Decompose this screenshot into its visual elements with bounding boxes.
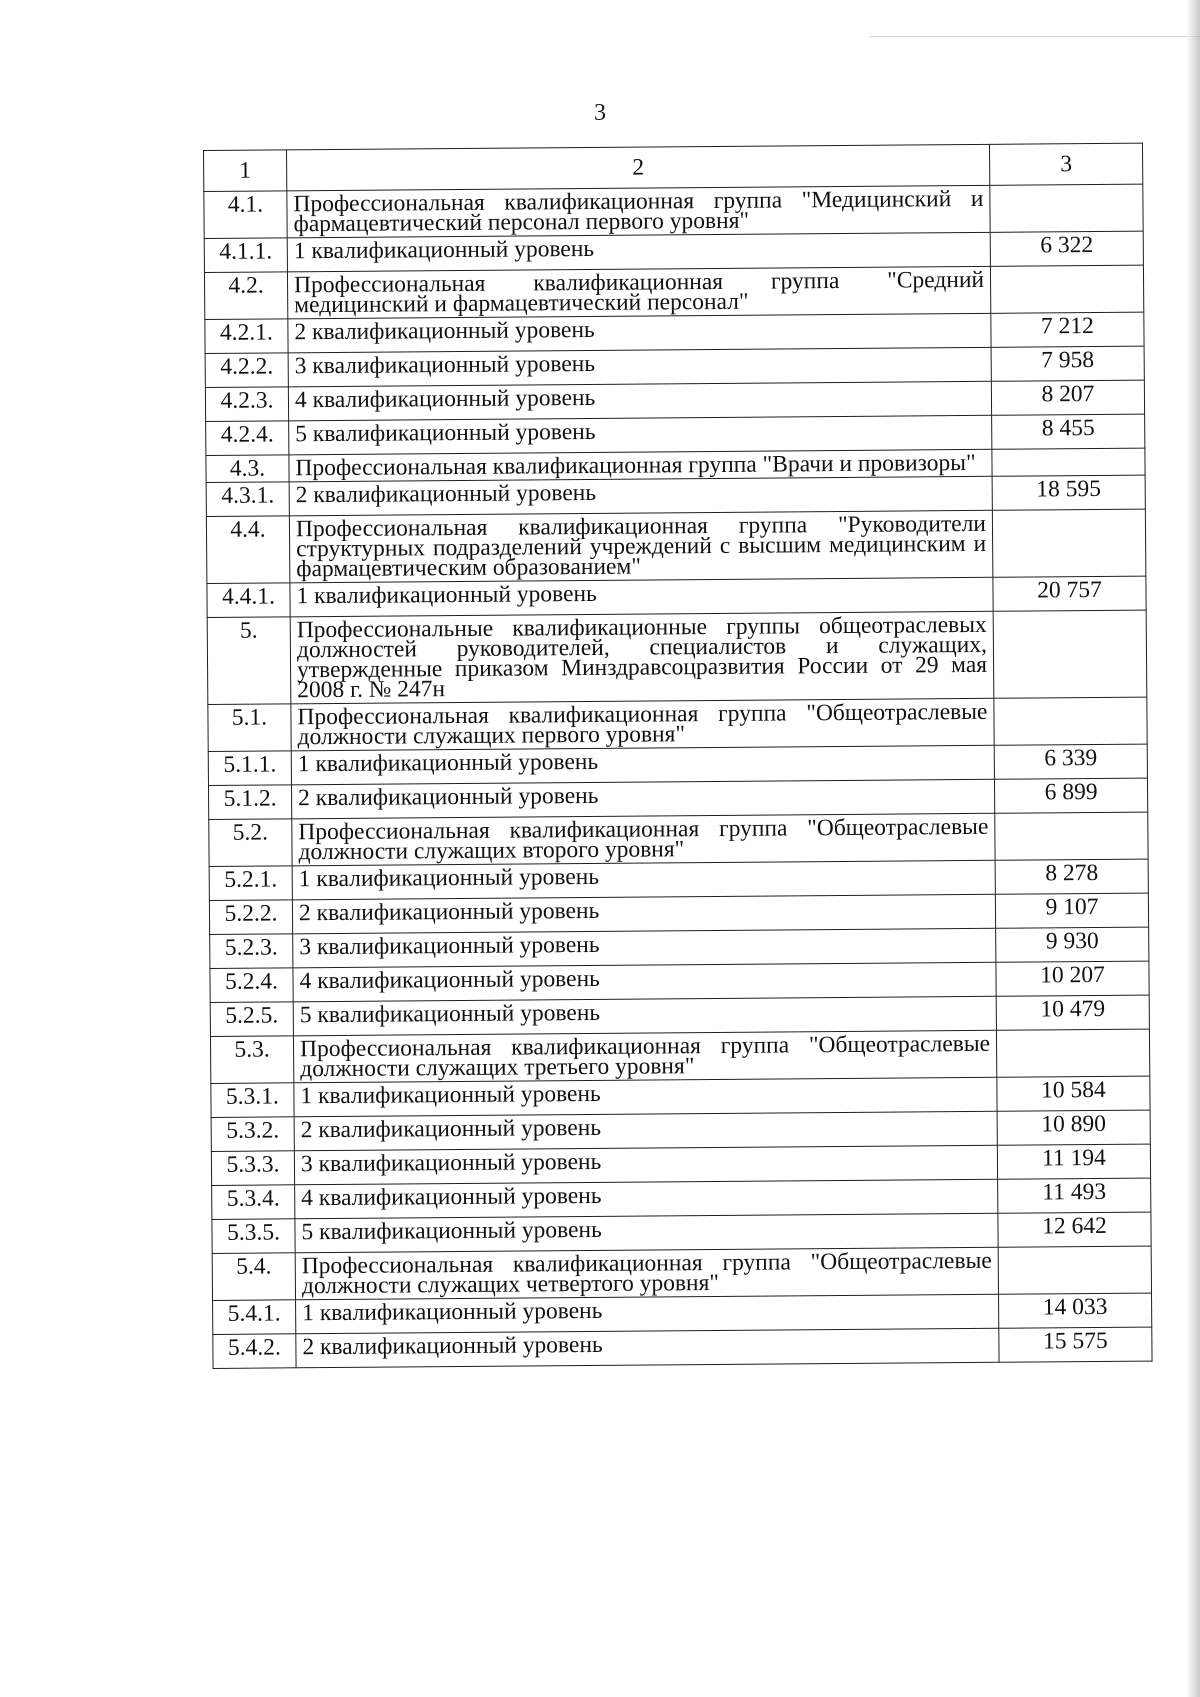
header-cell-name: 2	[287, 144, 990, 191]
row-value-cell: 6 899	[994, 778, 1147, 813]
row-number-cell: 5.3.4.	[212, 1185, 295, 1220]
row-name-cell: 1 квалификационный уровень	[290, 577, 993, 617]
table-group-row	[206, 509, 1145, 583]
row-number-cell: 5.4.1.	[213, 1300, 296, 1335]
table-group-row	[204, 184, 1143, 238]
row-name-cell: 1 квалификационный уровень	[287, 232, 990, 272]
row-name-cell: 2 квалификационный уровень	[296, 1328, 999, 1368]
page-number: 3	[594, 100, 606, 126]
row-name-cell: 5 квалификационный уровень	[293, 996, 996, 1036]
row-value-cell: 6 339	[994, 744, 1147, 779]
table-group-row	[204, 265, 1143, 319]
row-number-cell: 5.2.	[209, 819, 292, 867]
row-name-cell: Профессиональные квалификационные группы общеотраслевых должностей руководителей, специалистов и служащих, утвержденные приказом Минздравсоцразвития России от 29 мая 2008 г. № 247н	[290, 611, 994, 704]
row-number-cell: 5.3.5.	[212, 1219, 295, 1254]
row-value-cell	[990, 184, 1143, 232]
row-number-cell: 5.1.	[208, 704, 291, 752]
row-name-cell: Профессиональная квалификационная группа "Средний медицинский и фармацевтический персонал"	[287, 266, 990, 319]
table-group-row	[209, 812, 1148, 866]
row-name-cell: 5 квалификационный уровень	[289, 415, 992, 455]
table-body	[204, 143, 1153, 1368]
row-name-cell: 1 квалификационный уровень	[294, 1077, 997, 1117]
row-name-cell: 1 квалификационный уровень	[291, 745, 994, 785]
row-number-cell: 5.4.	[212, 1253, 295, 1301]
row-value-cell: 10 584	[997, 1076, 1150, 1111]
row-value-cell: 11 493	[998, 1178, 1151, 1213]
table-group-row	[210, 1029, 1149, 1083]
row-name-cell: 3 квалификационный уровень	[288, 347, 991, 387]
row-value-cell: 9 930	[996, 927, 1149, 962]
row-number-cell: 4.2.4.	[206, 421, 289, 456]
row-value-cell	[990, 265, 1143, 313]
row-value-cell: 9 107	[995, 893, 1148, 928]
row-number-cell: 4.3.	[206, 455, 289, 483]
row-name-cell: 2 квалификационный уровень	[294, 1111, 997, 1151]
row-number-cell: 5.2.4.	[210, 968, 293, 1003]
row-number-cell: 5.2.3.	[210, 934, 293, 969]
row-number-cell: 5.2.5.	[210, 1002, 293, 1037]
row-name-cell: 3 квалификационный уровень	[293, 928, 996, 968]
row-number-cell: 5.2.1.	[209, 866, 292, 901]
table-row	[213, 1327, 1152, 1368]
row-number-cell: 4.4.	[206, 516, 290, 584]
row-number-cell: 4.2.3.	[205, 387, 288, 422]
header-cell-number: 1	[204, 150, 287, 192]
row-value-cell: 12 642	[998, 1212, 1151, 1247]
table-group-row	[208, 697, 1147, 751]
row-value-cell: 10 207	[996, 961, 1149, 996]
row-name-cell: 2 квалификационный уровень	[289, 476, 992, 516]
row-value-cell: 15 575	[999, 1327, 1152, 1362]
row-name-cell: 4 квалификационный уровень	[295, 1179, 998, 1219]
row-value-cell: 10 479	[996, 995, 1149, 1030]
row-value-cell: 8 207	[991, 380, 1144, 415]
table-container	[203, 143, 1153, 1369]
row-value-cell	[998, 1246, 1151, 1294]
table-group-row	[207, 610, 1147, 704]
row-number-cell: 4.2.	[204, 272, 287, 320]
row-name-cell: 1 квалификационный уровень	[292, 860, 995, 900]
row-value-cell	[992, 448, 1145, 476]
scan-edge-shadow	[1186, 0, 1200, 1697]
row-value-cell: 7 958	[991, 346, 1144, 381]
row-number-cell: 4.4.1.	[207, 583, 290, 618]
row-name-cell: 2 квалификационный уровень	[291, 779, 994, 819]
row-value-cell	[993, 610, 1147, 698]
row-number-cell: 4.1.1.	[204, 238, 287, 273]
row-name-cell: 2 квалификационный уровень	[292, 894, 995, 934]
row-name-cell: 5 квалификационный уровень	[295, 1213, 998, 1253]
row-name-cell: Профессиональная квалификационная группа "Общеотраслевые должности служащих третьего уровня"	[293, 1030, 996, 1083]
row-name-cell: 1 квалификационный уровень	[296, 1294, 999, 1334]
row-number-cell: 5.3.1.	[211, 1083, 294, 1118]
table-group-row	[212, 1246, 1151, 1300]
row-number-cell: 5.3.	[210, 1036, 293, 1084]
row-name-cell: 4 квалификационный уровень	[293, 962, 996, 1002]
row-value-cell: 8 278	[995, 859, 1148, 894]
row-number-cell: 5.3.2.	[211, 1117, 294, 1152]
row-number-cell: 5.1.1.	[208, 751, 291, 786]
row-number-cell: 4.1.	[204, 191, 287, 239]
row-value-cell	[996, 1029, 1149, 1077]
row-value-cell: 6 322	[990, 231, 1143, 266]
row-value-cell: 8 455	[992, 414, 1145, 449]
row-value-cell: 10 890	[997, 1110, 1150, 1145]
row-name-cell: Профессиональная квалификационная группа "Медицинский и фармацевтический персонал первого уровня"	[287, 185, 990, 238]
row-number-cell: 4.2.1.	[205, 319, 288, 354]
row-name-cell: 3 квалификационный уровень	[294, 1145, 997, 1185]
row-name-cell: Профессиональная квалификационная группа "Общеотраслевые должности служащих четвертого уровня"	[295, 1247, 998, 1300]
row-name-cell: 4 квалификационный уровень	[288, 381, 991, 421]
salary-table	[203, 143, 1153, 1369]
row-value-cell: 20 757	[993, 576, 1146, 611]
row-value-cell: 18 595	[992, 475, 1145, 510]
row-value-cell	[995, 812, 1148, 860]
row-value-cell	[994, 697, 1147, 745]
row-number-cell: 5.2.2.	[209, 900, 292, 935]
row-name-cell: Профессиональная квалификационная группа "Общеотраслевые должности служащих второго уровня"	[292, 813, 995, 866]
row-value-cell: 11 194	[997, 1144, 1150, 1179]
row-number-cell: 5.4.2.	[213, 1334, 296, 1369]
row-number-cell: 5.1.2.	[208, 785, 291, 820]
row-name-cell: Профессиональная квалификационная группа "Руководители структурных подразделений учреждений с высшим медицинским и фармацевтическим образованием"	[289, 510, 993, 583]
row-value-cell	[992, 509, 1146, 577]
row-name-cell: 2 квалификационный уровень	[288, 313, 991, 353]
row-number-cell: 5.3.3.	[211, 1151, 294, 1186]
row-value-cell: 14 033	[999, 1293, 1152, 1328]
header-cell-value: 3	[989, 143, 1142, 185]
row-number-cell: 4.3.1.	[206, 482, 289, 517]
row-value-cell: 7 212	[991, 312, 1144, 347]
scan-artifact-line	[870, 36, 1200, 37]
row-name-cell: Профессиональная квалификационная группа "Общеотраслевые должности служащих первого уровня"	[291, 698, 994, 751]
row-number-cell: 4.2.2.	[205, 353, 288, 388]
row-number-cell: 5.	[207, 617, 291, 705]
row-name-cell: Профессиональная квалификационная группа "Врачи и провизоры"	[289, 449, 992, 482]
